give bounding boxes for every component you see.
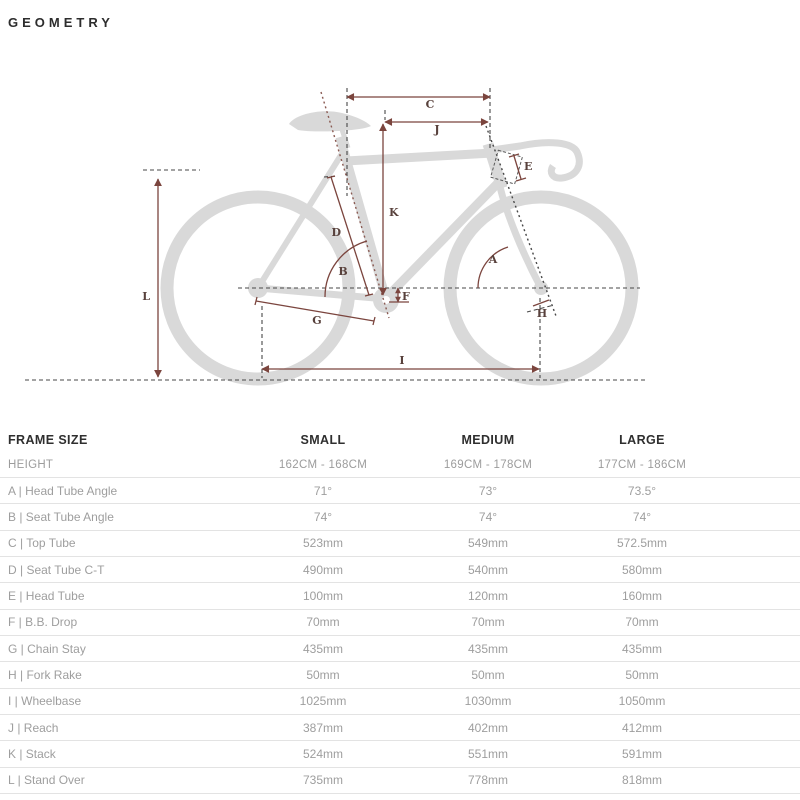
spec-label: B | Seat Tube Angle [8, 509, 114, 524]
label-E: E [524, 160, 533, 173]
spec-value-large: 591mm [621, 746, 662, 761]
label-C: C [425, 98, 435, 111]
table-row [0, 768, 800, 794]
spec-rows [0, 477, 800, 794]
spec-value-small: 100mm [302, 588, 343, 603]
spec-value-large: 160mm [621, 588, 662, 603]
spec-label: F | B.B. Drop [8, 615, 78, 630]
spec-label: G | Chain Stay [8, 641, 86, 656]
spec-value-small: 50mm [306, 667, 340, 682]
table-row [0, 557, 800, 583]
spec-value-small: 70mm [306, 615, 340, 630]
height-small: 162CM - 168CM [278, 458, 368, 471]
table-row [0, 504, 800, 530]
table-row [0, 531, 800, 557]
top-tube [346, 153, 493, 161]
spec-value-medium: 120mm [467, 588, 508, 603]
table-row [0, 662, 800, 688]
spec-label: D | Seat Tube C-T [8, 562, 105, 577]
height-row [0, 452, 800, 477]
spec-label: L | Stand Over [8, 773, 85, 788]
label-H: H [536, 307, 548, 320]
label-F: F [402, 290, 410, 303]
header-large: LARGE [619, 433, 665, 447]
crank-hole [382, 296, 390, 304]
spec-value-small: 387mm [302, 720, 343, 735]
spec-value-large: 74° [632, 509, 652, 524]
spec-value-small: 1025mm [299, 694, 347, 709]
seat-stay [258, 152, 343, 288]
spec-value-medium: 70mm [471, 615, 505, 630]
measure-E-head-tube [514, 156, 521, 179]
spec-value-small: 490mm [302, 562, 343, 577]
height-large: 177CM - 186CM [597, 458, 687, 471]
spec-value-medium: 549mm [467, 536, 508, 551]
table-row [0, 478, 800, 504]
spec-value-large: 435mm [621, 641, 662, 656]
table-row [0, 715, 800, 741]
spec-label: E | Head Tube [8, 588, 85, 603]
spec-value-large: 818mm [621, 773, 662, 788]
spec-value-medium: 778mm [467, 773, 508, 788]
label-L: L [142, 290, 150, 303]
label-G: G [312, 314, 322, 327]
spec-value-small: 524mm [302, 746, 343, 761]
table-row [0, 583, 800, 609]
spec-value-small: 735mm [302, 773, 343, 788]
table-row [0, 610, 800, 636]
label-K: K [389, 206, 399, 219]
spec-value-large: 73.5° [627, 483, 657, 498]
height-medium: 169CM - 178CM [443, 458, 533, 471]
page-title: GEOMETRY [8, 15, 114, 30]
spec-label: I | Wheelbase [8, 694, 82, 709]
spec-value-large: 1050mm [618, 694, 666, 709]
spec-label: H | Fork Rake [8, 667, 82, 682]
label-A: A [488, 253, 498, 266]
spec-value-small: 523mm [302, 536, 343, 551]
geometry-table [0, 428, 800, 794]
spec-value-large: 50mm [625, 667, 659, 682]
spec-value-medium: 74° [478, 509, 498, 524]
table-row [0, 741, 800, 767]
handlebar [492, 143, 579, 178]
label-I: I [399, 354, 405, 367]
spec-value-medium: 540mm [467, 562, 508, 577]
spec-value-medium: 1030mm [464, 694, 512, 709]
spec-label: C | Top Tube [8, 536, 76, 551]
height-label: HEIGHT [8, 458, 54, 471]
spec-value-small: 74° [313, 509, 333, 524]
table-row [0, 689, 800, 715]
spec-value-large: 412mm [621, 720, 662, 735]
spec-value-small: 435mm [302, 641, 343, 656]
header-medium: MEDIUM [461, 433, 515, 447]
spec-label: A | Head Tube Angle [8, 483, 118, 498]
spec-value-medium: 435mm [467, 641, 508, 656]
header-small: SMALL [300, 433, 346, 447]
spec-label: J | Reach [8, 720, 59, 735]
measure-H-fork-rake [533, 300, 549, 306]
down-tube [387, 184, 497, 297]
label-J: J [434, 123, 440, 136]
label-D: D [331, 226, 341, 239]
bike-silhouette [167, 111, 632, 379]
spec-value-small: 71° [313, 483, 333, 498]
header-frame-size: FRAME SIZE [8, 433, 88, 447]
spec-value-medium: 73° [478, 483, 498, 498]
spec-label: K | Stack [8, 746, 56, 761]
spec-value-medium: 551mm [467, 746, 508, 761]
spec-value-large: 572.5mm [616, 536, 668, 551]
label-B: B [338, 265, 348, 278]
spec-value-medium: 50mm [471, 667, 505, 682]
spec-value-large: 70mm [625, 615, 659, 630]
table-row [0, 636, 800, 662]
spec-value-large: 580mm [621, 562, 662, 577]
spec-value-medium: 402mm [467, 720, 508, 735]
table-header-row [0, 428, 800, 452]
